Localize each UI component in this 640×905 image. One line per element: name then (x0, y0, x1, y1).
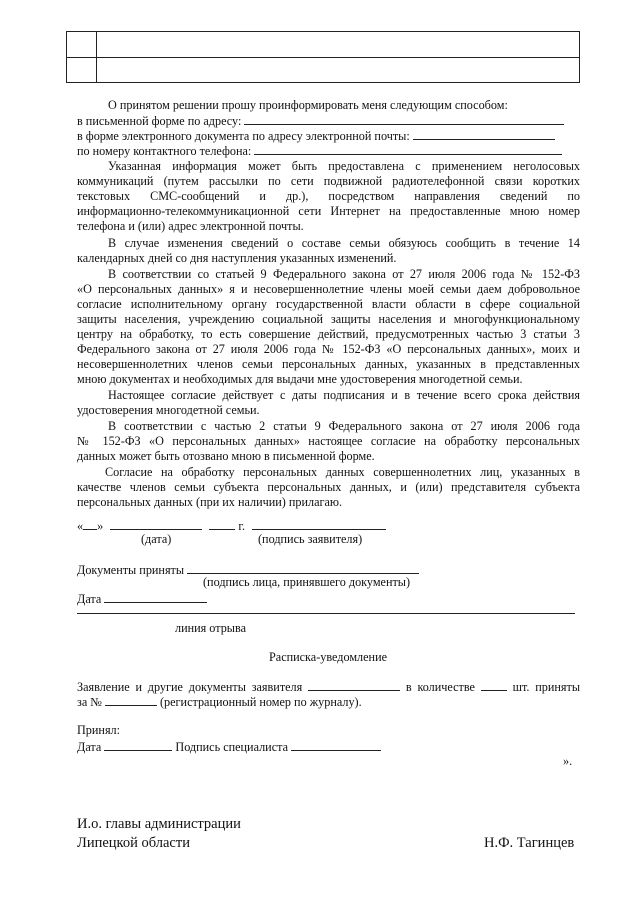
receipt-statement-row: Заявление и другие документы заявителя в количестве шт. приняты (77, 680, 581, 694)
official-position: И.о. главы администрации (77, 816, 241, 832)
revoke-line: № 152-ФЗ «О персональных данных» настоящее согласие на обработку персональных (77, 434, 580, 448)
law-line: мною документах и необходимых для выдачи мне удостоверения многодетной семьи. (77, 372, 523, 386)
specialist-signature-field[interactable] (291, 739, 381, 751)
law-line: В соответствии со статьей 9 Федерального закона от 27 июля 2006 года № 152-ФЗ (108, 267, 580, 281)
day-field[interactable] (83, 518, 97, 530)
revoke-line: В соответствии с частью 2 статьи 9 Федерального закона от 27 июля 2006 года (108, 419, 580, 433)
accepted-label: Принял: (77, 723, 121, 737)
email-option: в форме электронного документа по адресу электронной почты: (77, 128, 555, 144)
email-field[interactable] (413, 128, 555, 140)
revoke-line: данных может быть отозвано мною в письменной форме. (77, 449, 375, 463)
law-line: согласие исполнительному органу государственной власти области в сфере социальной (77, 297, 580, 311)
adult-consent-line: Согласие на обработку персональных данных совершеннолетних лиц, указанных в (105, 465, 580, 479)
validity-line: удостоверения многодетной семьи. (77, 403, 260, 417)
quantity-field[interactable] (481, 679, 507, 691)
table-column-divider (96, 32, 97, 82)
acceptance-date-row: Дата (77, 591, 207, 607)
official-name: Н.Ф. Тагинцев (484, 835, 575, 851)
law-line: центру на обработку, то есть совершение действий, предусмотренных частью 3 статьи 3 (77, 327, 580, 341)
applicant-signature-field[interactable] (252, 518, 386, 530)
closing-quote: ». (563, 754, 573, 768)
change-line: календарных дней со дня наступления указанных изменений. (77, 251, 397, 265)
table-row-divider (67, 57, 579, 58)
acceptance-date-field[interactable] (104, 591, 207, 603)
validity-line: Настоящее согласие действует с даты подписания и в течение всего срока действия (108, 388, 580, 402)
phone-field[interactable] (254, 143, 562, 155)
law-line: защиты населения, учреждению социальной защиты населения и многофункциональному (77, 312, 580, 326)
application-table (66, 31, 580, 83)
accepter-caption: (подпись лица, принявшего документы) (203, 575, 411, 589)
info-line: Указанная информация может быть предоставлена с применением неголосовых (108, 159, 580, 173)
official-region: Липецкой области (77, 835, 190, 851)
specialist-row: Дата Подпись специалиста (77, 739, 381, 755)
law-line: «О персональных данных» я и несовершеннолетние члены моей семьи даем добровольное (77, 282, 580, 296)
adult-consent-line: качестве членов семьи субъекта персональных данных, и (или) представителя субъекта (77, 480, 580, 494)
tear-off-line (77, 613, 575, 614)
tear-off-label: линия отрыва (175, 621, 246, 635)
law-line: несовершеннолетних членов семьи персональных данных, указанных в представленных (77, 357, 580, 371)
adult-consent-line: персональных данных (при их наличии) прилагаю. (77, 495, 343, 509)
signature-caption: (подпись заявителя) (258, 532, 363, 546)
month-field[interactable] (110, 518, 202, 530)
receipt-title: Расписка-уведомление (269, 650, 388, 664)
change-line: В случае изменения сведений о составе семьи обязуюсь сообщить в течение 14 (108, 236, 580, 250)
registration-row: за № (регистрационный номер по журналу). (77, 695, 362, 709)
applicant-name-field[interactable] (308, 679, 400, 691)
specialist-date-field[interactable] (104, 739, 172, 751)
date-caption: (дата) (141, 532, 172, 546)
inform-intro: О принятом решении прошу проинформировать меня следующим способом: (108, 98, 508, 112)
year-field[interactable] (209, 518, 235, 530)
accepter-signature-field[interactable] (187, 562, 419, 574)
mail-option: в письменной форме по адресу: (77, 113, 564, 129)
documents-accepted-row: Документы приняты (77, 562, 419, 578)
info-line: телефона и (или) адрес электронной почты. (77, 219, 304, 233)
phone-option: по номеру контактного телефона: (77, 143, 562, 159)
info-line: коммуникаций (путем рассылки по сети подвижной радиотелефонной связи коротких (77, 174, 580, 188)
law-line: Федерального закона от 27 июля 2006 года № 152-ФЗ «О персональных данных», моих и (77, 342, 580, 356)
signature-date-row: « » г. (77, 518, 386, 534)
info-line: информационно-телекоммуникационной сети Интернет на предоставленные мною номер (77, 204, 580, 218)
address-field[interactable] (244, 113, 564, 125)
info-line: текстовых СМС-сообщений и др.), посредством направления сведений по (77, 189, 580, 203)
registration-number-field[interactable] (105, 694, 157, 706)
